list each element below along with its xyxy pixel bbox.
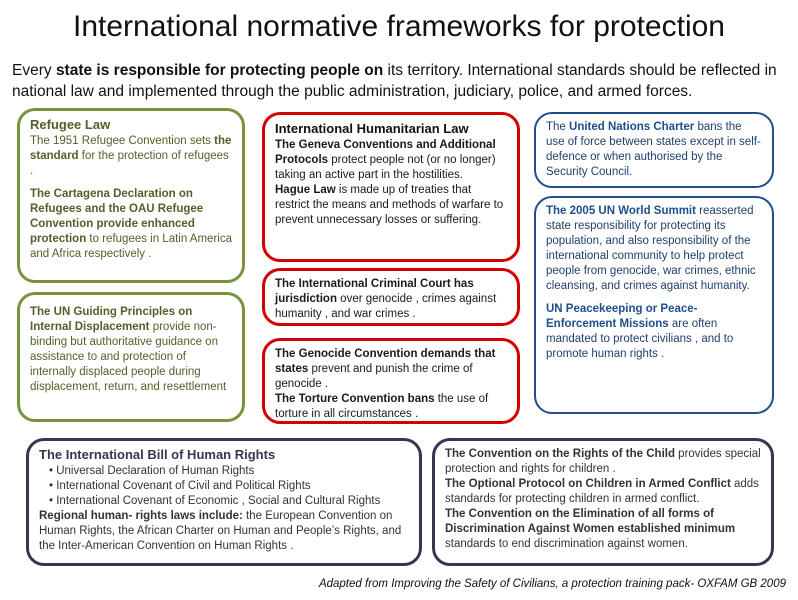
- cedaw-bold: The Convention on the Elimination of all forms of Discrimination Against Women established minimum: [445, 508, 736, 535]
- guiding-rest: provide non-binding but authoritative guidance on assistance to and protection of internally displaced people during displacement, return, and resettlement: [30, 321, 227, 393]
- list-item: • International Covenant of Civil and Political Rights: [49, 479, 409, 494]
- refugee-p2-post: to refugees in Latin America and Africa respectively .: [30, 233, 232, 260]
- page-title: International normative frameworks for protection: [73, 10, 725, 43]
- refugee-law-heading: Refugee Law: [30, 117, 111, 132]
- icc-rest: over genocide , crimes against humanity , and war crimes .: [275, 293, 497, 320]
- refugee-law-p2: [30, 187, 232, 262]
- optional-protocol-text: [445, 477, 761, 507]
- child-women-box: [432, 438, 774, 566]
- cedaw-text: [445, 507, 761, 552]
- guiding-principles-text: [30, 305, 232, 395]
- intro-text: [12, 60, 788, 102]
- torture-bold: The Torture Convention bans: [275, 393, 435, 405]
- genocide-text: [275, 347, 507, 392]
- world-summit-box: [534, 196, 774, 414]
- summit-p1: [546, 204, 762, 294]
- summit-bold-1: The 2005 UN World Summit: [546, 205, 696, 217]
- un-charter-box: [534, 112, 774, 188]
- source-footer: Adapted from Improving the Safety of Civilians, a protection training pack- OXFAM GB 2009: [318, 578, 786, 590]
- ihl-p1-bold: The Geneva Conventions and Additional Protocols: [275, 139, 496, 166]
- un-charter-text: [546, 120, 762, 180]
- crc-text: [445, 447, 761, 477]
- bill-of-rights-heading: The International Bill of Human Rights: [39, 447, 276, 462]
- ihl-p1: [275, 138, 507, 183]
- unc-pre: The: [546, 121, 570, 133]
- list-item: • Universal Declaration of Human Rights: [49, 464, 409, 479]
- refugee-p1-pre: The 1951 Refugee Convention sets: [30, 135, 215, 147]
- genocide-bold: The Genocide Convention demands that states: [275, 348, 496, 375]
- summit-rest-2: are often mandated to protect civilians , and to promote human rights .: [546, 318, 734, 360]
- op-bold: The Optional Protocol on Children in Armed Conflict: [445, 478, 731, 490]
- cedaw-rest: standards to end discrimination against women.: [445, 538, 688, 550]
- guiding-principles-box: [17, 292, 245, 422]
- list-item: • International Covenant of Economic , Social and Cultural Rights: [49, 494, 409, 509]
- refugee-p2-bold: The Cartagena Declaration on Refugees and the OAU Refugee Convention provide enhanced protection: [30, 188, 204, 245]
- ihl-p1-post: protect people not (or no longer) taking an active part in the hostilities.: [275, 154, 496, 181]
- crc-rest: provides special protection and rights for children .: [445, 448, 761, 475]
- refugee-p1-bold: the standard: [30, 135, 232, 162]
- regional-laws-text: [39, 509, 409, 554]
- unc-bold: United Nations Charter: [569, 121, 695, 133]
- refugee-law-p1: [30, 134, 232, 179]
- torture-rest: the use of torture in all circumstances .: [275, 393, 489, 420]
- regional-bold: Regional human- rights laws include:: [39, 510, 243, 522]
- icc-box: [262, 268, 520, 326]
- bill-of-rights-list: [39, 464, 409, 509]
- refugee-law-box: [17, 108, 245, 283]
- ihl-p2-post: is made up of treaties that restrict the means and methods of warfare to prevent unnecessary losses or suffering.: [275, 184, 504, 226]
- ihl-box: [262, 112, 520, 262]
- unc-rest: bans the use of force between states except in self-defence or when authorised by the Security Council.: [546, 121, 761, 178]
- icc-bold: The International Criminal Court has jurisdiction: [275, 278, 474, 305]
- intro-text-2: its territory. International standards should be reflected in national law and implemented through the public administration, judiciary, police, and armed forces.: [12, 62, 777, 100]
- bill-of-rights-box: [26, 438, 422, 566]
- genocide-torture-box: [262, 338, 520, 424]
- refugee-p1-post: for the protection of refugees .: [30, 150, 229, 177]
- guiding-bold: The UN Guiding Principles on Internal Displacement: [30, 306, 193, 333]
- regional-rest: the European Convention on Human Rights, the African Charter on Human and People’s Rights, and the Inter-American Convention on Human Rights .: [39, 510, 402, 552]
- ihl-p2: [275, 183, 507, 228]
- summit-bold-2: UN Peacekeeping or Peace-Enforcement Missions: [546, 303, 698, 330]
- torture-text: [275, 392, 507, 422]
- ihl-p2-bold: Hague Law: [275, 184, 336, 196]
- intro-bold: state is responsible for protecting people on: [55, 62, 384, 79]
- ihl-heading: International Humanitarian Law: [275, 121, 469, 136]
- icc-text: [275, 277, 507, 322]
- genocide-rest: prevent and punish the crime of genocide .: [275, 363, 473, 390]
- summit-rest-1: reasserted state responsibility for protecting its population, and also responsibility of the international community to help protect people from genocide, war crimes, ethnic cleansing, and crimes against humanity.: [546, 205, 756, 292]
- intro-text-1: Every: [12, 62, 56, 79]
- op-rest: adds standards for protecting children in armed conflict.: [445, 478, 759, 505]
- summit-p2: [546, 302, 762, 362]
- crc-bold: The Convention on the Rights of the Child: [445, 448, 675, 460]
